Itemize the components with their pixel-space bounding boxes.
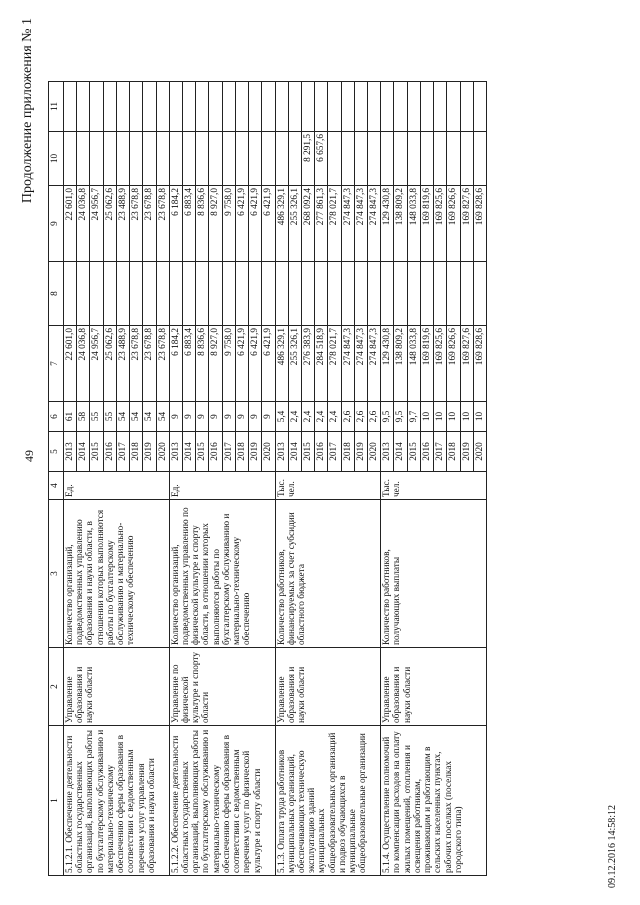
value-cell: 8 291,5	[301, 132, 314, 186]
value-cell: 2014	[77, 432, 90, 472]
value-cell: 278 021,7	[328, 186, 341, 262]
value-cell: 2016	[420, 432, 433, 472]
value-cell: 22 601,0	[64, 326, 77, 402]
value-cell: 55	[90, 402, 103, 432]
value-cell: 6 883,4	[182, 186, 195, 262]
value-cell: 2014	[182, 432, 195, 472]
value-cell	[169, 262, 182, 326]
value-cell	[381, 82, 394, 132]
value-cell: 8 836,6	[196, 186, 209, 262]
value-cell: 22 601,0	[64, 186, 77, 262]
column-number-header: 1	[49, 726, 64, 876]
value-cell	[90, 132, 103, 186]
value-cell: 148 033,8	[407, 326, 420, 402]
value-cell	[368, 82, 381, 132]
value-cell: 169 826,6	[447, 326, 460, 402]
value-cell	[103, 132, 116, 186]
column-number-header: 10	[49, 132, 64, 186]
value-cell	[328, 132, 341, 186]
value-cell: 2020	[473, 432, 486, 472]
column-number-header: 3	[49, 500, 64, 648]
value-cell: 6 421,9	[249, 186, 262, 262]
value-cell: 2019	[143, 432, 156, 472]
value-cell	[156, 82, 169, 132]
value-cell	[275, 132, 288, 186]
value-cell	[407, 82, 420, 132]
value-cell	[262, 82, 275, 132]
value-cell	[407, 132, 420, 186]
value-cell	[354, 262, 367, 326]
value-cell: 255 326,1	[288, 186, 301, 262]
value-cell: 255 326,1	[288, 326, 301, 402]
value-cell	[381, 262, 394, 326]
value-cell: 6 184,2	[169, 326, 182, 402]
value-cell: 9	[196, 402, 209, 432]
value-cell: 55	[103, 402, 116, 432]
indicator-cell: Количество организаций, подведомственных управлению образования и науки области, в отношении которых выполняются работы по бухгалтерскому обслуживанию и материально-техническому обеспечению	[64, 500, 170, 648]
value-cell: 23 678,8	[156, 186, 169, 262]
value-cell	[116, 262, 129, 326]
value-cell: 2013	[169, 432, 182, 472]
value-cell	[130, 132, 143, 186]
value-cell	[64, 82, 77, 132]
column-number-header: 5	[49, 432, 64, 472]
value-cell: 23 488,9	[116, 326, 129, 402]
value-cell	[420, 82, 433, 132]
value-cell: 24 956,7	[90, 326, 103, 402]
value-cell: 274 847,3	[341, 186, 354, 262]
value-cell: 2,4	[315, 402, 328, 432]
value-cell	[288, 132, 301, 186]
value-cell: 9	[235, 402, 248, 432]
value-cell	[249, 132, 262, 186]
value-cell	[460, 82, 473, 132]
value-cell	[447, 82, 460, 132]
value-cell	[301, 82, 314, 132]
value-cell	[434, 132, 447, 186]
value-cell	[130, 82, 143, 132]
value-cell	[77, 82, 90, 132]
value-cell: 9	[249, 402, 262, 432]
value-cell: 169 819,6	[420, 326, 433, 402]
value-cell: 9	[209, 402, 222, 432]
value-cell	[116, 132, 129, 186]
value-cell	[209, 82, 222, 132]
executor-cell: Управление образования и науки области	[64, 648, 170, 726]
value-cell: 2017	[222, 432, 235, 472]
value-cell	[77, 262, 90, 326]
value-cell: 54	[116, 402, 129, 432]
value-cell: 169 827,6	[460, 326, 473, 402]
value-cell: 23 678,8	[130, 326, 143, 402]
value-cell: 10	[420, 402, 433, 432]
value-cell: 9,7	[407, 402, 420, 432]
value-cell	[473, 132, 486, 186]
value-cell	[381, 132, 394, 186]
value-cell: 169 827,6	[460, 186, 473, 262]
value-cell: 23 678,8	[143, 186, 156, 262]
value-cell: 9 758,0	[222, 326, 235, 402]
appendix-label: Продолжение приложения № 1	[20, 18, 35, 204]
value-cell: 2019	[460, 432, 473, 472]
document-page	[20, 12, 620, 892]
value-cell: 25 062,6	[103, 186, 116, 262]
value-cell: 6 421,9	[235, 186, 248, 262]
value-cell: 148 033,8	[407, 186, 420, 262]
value-cell	[420, 132, 433, 186]
value-cell: 268 092,4	[301, 186, 314, 262]
value-cell	[182, 82, 195, 132]
value-cell	[77, 132, 90, 186]
value-cell	[420, 262, 433, 326]
value-cell: 5,4	[275, 402, 288, 432]
value-cell: 2014	[394, 432, 407, 472]
value-cell	[222, 132, 235, 186]
value-cell	[315, 82, 328, 132]
value-cell: 23 488,9	[116, 186, 129, 262]
indicator-cell: Количество работников, получающих выплаты	[381, 500, 487, 648]
value-cell	[301, 262, 314, 326]
value-cell: 6 421,9	[262, 186, 275, 262]
executor-cell: Управление образования и науки области	[275, 648, 381, 726]
value-cell	[354, 132, 367, 186]
value-cell	[394, 82, 407, 132]
value-cell: 276 383,9	[301, 326, 314, 402]
value-cell: 274 847,3	[354, 326, 367, 402]
value-cell	[182, 262, 195, 326]
value-cell: 6 657,6	[315, 132, 328, 186]
value-cell: 486 329,1	[275, 186, 288, 262]
value-cell: 54	[156, 402, 169, 432]
value-cell: 2020	[262, 432, 275, 472]
value-cell: 2020	[368, 432, 381, 472]
value-cell	[235, 132, 248, 186]
value-cell: 2020	[156, 432, 169, 472]
value-cell	[460, 262, 473, 326]
value-cell: 2019	[354, 432, 367, 472]
activity-name-cell: 5.1.2.1. Обеспечение деятельности областных государственных организаций, выполняющих работы по бухгалтерскому обслуживанию и материально-техническому обеспечению сферы образования в соответствии с ведомственным перечнем услуг управления образования и науки области	[64, 726, 170, 876]
value-cell: 274 847,3	[368, 326, 381, 402]
value-cell: 6 421,9	[235, 326, 248, 402]
value-cell	[103, 82, 116, 132]
value-cell: 24 036,8	[77, 186, 90, 262]
value-cell: 2,4	[288, 402, 301, 432]
value-cell	[275, 82, 288, 132]
value-cell	[341, 262, 354, 326]
value-cell	[235, 262, 248, 326]
page-number: 49	[22, 450, 36, 462]
column-number-header: 8	[49, 262, 64, 326]
value-cell: 8 927,0	[209, 326, 222, 402]
column-number-header: 9	[49, 186, 64, 262]
value-cell	[156, 132, 169, 186]
value-cell: 6 184,2	[169, 186, 182, 262]
value-cell: 129 430,8	[381, 326, 394, 402]
value-cell: 169 825,6	[434, 326, 447, 402]
table-row	[381, 82, 394, 876]
value-cell	[447, 262, 460, 326]
value-cell: 9	[182, 402, 195, 432]
value-cell: 2018	[341, 432, 354, 472]
value-cell	[288, 82, 301, 132]
value-cell: 2015	[407, 432, 420, 472]
value-cell	[249, 82, 262, 132]
value-cell	[249, 262, 262, 326]
value-cell: 2013	[381, 432, 394, 472]
value-cell	[262, 132, 275, 186]
value-cell	[196, 132, 209, 186]
value-cell	[169, 82, 182, 132]
value-cell: 2,4	[301, 402, 314, 432]
value-cell: 169 828,6	[473, 186, 486, 262]
value-cell: 2014	[288, 432, 301, 472]
unit-cell: Тыс. чел.	[381, 472, 487, 500]
value-cell: 284 518,9	[315, 326, 328, 402]
value-cell	[196, 82, 209, 132]
executor-cell: Управление образования и науки области	[381, 648, 487, 726]
value-cell: 23 678,8	[130, 186, 143, 262]
value-cell	[90, 82, 103, 132]
value-cell: 10	[473, 402, 486, 432]
value-cell	[222, 82, 235, 132]
value-cell: 9	[169, 402, 182, 432]
value-cell: 6 421,9	[262, 326, 275, 402]
value-cell: 2018	[447, 432, 460, 472]
value-cell	[434, 262, 447, 326]
value-cell: 9,5	[381, 402, 394, 432]
indicator-cell: Количество организаций, подведомственных управлению по физической культуре и спорту области, в отношении которых выполняются работы по бухгалтерскому обслуживанию и материально-техническому обеспечению	[169, 500, 275, 648]
value-cell	[90, 262, 103, 326]
value-cell: 6 421,9	[249, 326, 262, 402]
value-cell: 9	[222, 402, 235, 432]
value-cell	[196, 262, 209, 326]
value-cell	[460, 132, 473, 186]
value-cell: 8 836,6	[196, 326, 209, 402]
value-cell	[447, 132, 460, 186]
column-number-header: 6	[49, 402, 64, 432]
value-cell: 10	[447, 402, 460, 432]
value-cell: 2,6	[368, 402, 381, 432]
print-timestamp: 09.12.2016 14:58:12	[607, 804, 618, 888]
unit-cell: Ед.	[169, 472, 275, 500]
value-cell	[222, 262, 235, 326]
value-cell: 10	[460, 402, 473, 432]
value-cell: 2015	[90, 432, 103, 472]
indicator-cell: Количество работников, финансируемых за счет субсидии областного бюджета	[275, 500, 381, 648]
value-cell	[116, 82, 129, 132]
column-number-header: 2	[49, 648, 64, 726]
value-cell	[407, 262, 420, 326]
value-cell	[341, 82, 354, 132]
value-cell	[368, 132, 381, 186]
activity-name-cell: 5.1.3. Оплата труда работников муниципальных организаций, обеспечивающих техническую эксплуатацию зданий муниципальных общеобразовательных организаций и подвоз обучающихся в муниципальные общеобразовательные организации	[275, 726, 381, 876]
value-cell: 274 847,3	[341, 326, 354, 402]
value-cell: 9,5	[394, 402, 407, 432]
value-cell: 2,6	[341, 402, 354, 432]
activity-name-cell: 5.1.2.2. Обеспечение деятельности областных государственных организаций, выполняющих работы по бухгалтерскому обслуживанию и материально-техническому обеспечению сферы образования в соответствии с ведомственным перечнем услуг по физической культуре и спорту области	[169, 726, 275, 876]
value-cell: 277 861,3	[315, 186, 328, 262]
value-cell: 58	[77, 402, 90, 432]
value-cell: 169 828,6	[473, 326, 486, 402]
value-cell	[169, 132, 182, 186]
value-cell	[235, 82, 248, 132]
table-row	[169, 82, 182, 876]
value-cell: 2015	[301, 432, 314, 472]
value-cell: 138 809,2	[394, 326, 407, 402]
value-cell: 6 883,4	[182, 326, 195, 402]
value-cell: 25 062,6	[103, 326, 116, 402]
value-cell: 23 678,8	[143, 326, 156, 402]
value-cell: 129 430,8	[381, 186, 394, 262]
value-cell	[156, 262, 169, 326]
value-cell: 2017	[116, 432, 129, 472]
value-cell: 2,6	[354, 402, 367, 432]
value-cell	[130, 262, 143, 326]
value-cell: 2015	[196, 432, 209, 472]
value-cell	[434, 82, 447, 132]
value-cell	[328, 262, 341, 326]
activity-name-cell: 5.1.4. Осуществление полномочий по компенсации расходов на оплату жилых помещений, отопления и освещения работникам, проживающим и работающим в сельских населенных пунктах, рабочих поселках (поселках городского типа)	[381, 726, 487, 876]
value-cell	[394, 262, 407, 326]
value-cell: 24 956,7	[90, 186, 103, 262]
value-cell	[209, 132, 222, 186]
value-cell: 2,4	[328, 402, 341, 432]
value-cell	[315, 262, 328, 326]
column-number-header: 7	[49, 326, 64, 402]
value-cell: 2013	[275, 432, 288, 472]
value-cell: 278 021,7	[328, 326, 341, 402]
value-cell: 2019	[249, 432, 262, 472]
value-cell: 274 847,3	[354, 186, 367, 262]
value-cell	[262, 262, 275, 326]
value-cell	[473, 82, 486, 132]
value-cell: 274 847,3	[368, 186, 381, 262]
table-row	[275, 82, 288, 876]
column-number-row	[49, 82, 64, 876]
value-cell	[182, 132, 195, 186]
value-cell	[288, 262, 301, 326]
program-table	[48, 81, 487, 876]
value-cell	[209, 262, 222, 326]
unit-cell: Тыс. чел.	[275, 472, 381, 500]
value-cell: 2018	[130, 432, 143, 472]
value-cell: 486 329,1	[275, 326, 288, 402]
value-cell	[394, 132, 407, 186]
value-cell: 9 758,0	[222, 186, 235, 262]
value-cell: 169 819,6	[420, 186, 433, 262]
value-cell	[143, 262, 156, 326]
unit-cell: Ед.	[64, 472, 170, 500]
value-cell: 8 927,0	[209, 186, 222, 262]
value-cell: 23 678,8	[156, 326, 169, 402]
value-cell: 61	[64, 402, 77, 432]
value-cell: 10	[434, 402, 447, 432]
value-cell: 2016	[209, 432, 222, 472]
value-cell	[341, 132, 354, 186]
value-cell: 2013	[64, 432, 77, 472]
value-cell	[103, 262, 116, 326]
value-cell	[64, 132, 77, 186]
executor-cell: Управление по физической культуре и спорту области	[169, 648, 275, 726]
value-cell: 2017	[434, 432, 447, 472]
value-cell	[143, 82, 156, 132]
value-cell	[473, 262, 486, 326]
value-cell: 24 036,8	[77, 326, 90, 402]
value-cell: 169 826,6	[447, 186, 460, 262]
table-row	[64, 82, 77, 876]
value-cell	[275, 262, 288, 326]
value-cell: 2016	[103, 432, 116, 472]
value-cell	[354, 82, 367, 132]
value-cell: 54	[130, 402, 143, 432]
value-cell: 169 825,6	[434, 186, 447, 262]
value-cell: 54	[143, 402, 156, 432]
column-number-header: 4	[49, 472, 64, 500]
value-cell: 2017	[328, 432, 341, 472]
value-cell	[328, 82, 341, 132]
value-cell: 138 809,2	[394, 186, 407, 262]
value-cell	[368, 262, 381, 326]
value-cell	[143, 132, 156, 186]
value-cell: 2018	[235, 432, 248, 472]
value-cell	[64, 262, 77, 326]
value-cell: 2016	[315, 432, 328, 472]
column-number-header: 11	[49, 82, 64, 132]
value-cell: 9	[262, 402, 275, 432]
